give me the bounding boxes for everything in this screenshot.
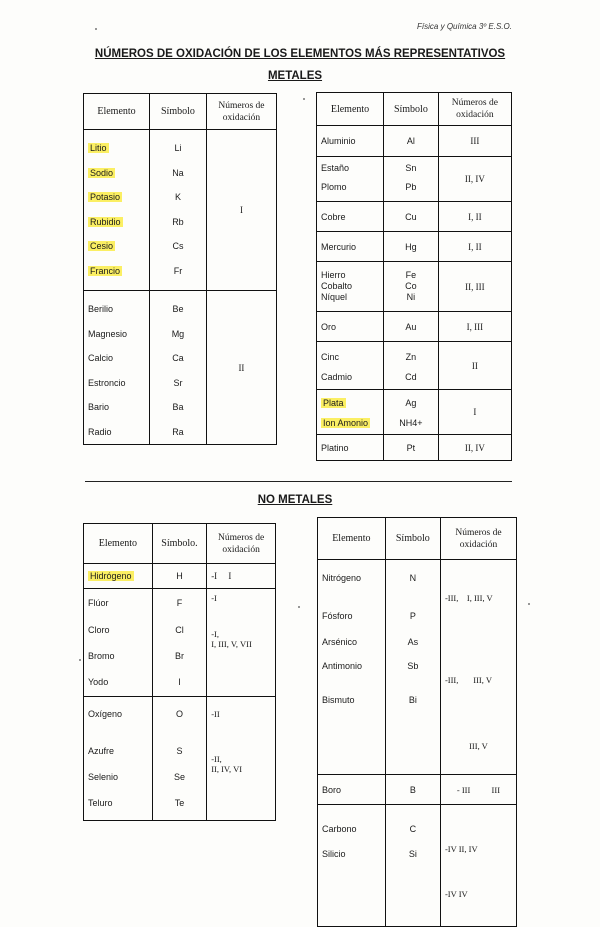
page-title: NÚMEROS DE OXIDACIÓN DE LOS ELEMENTOS MÁS REPRESENTATIVOS — [94, 48, 506, 60]
element-symbol: Ag — [405, 398, 417, 408]
oxidation-number: -III, I, III, V — [444, 593, 493, 603]
oxidation-number: II, IV — [438, 435, 511, 461]
table-row — [318, 560, 517, 775]
element-symbol: Sr — [173, 377, 183, 388]
oxidation-number: I — [206, 130, 276, 291]
col-header-oxidacion: Números de oxidación — [206, 94, 276, 130]
scan-speck — [95, 28, 97, 30]
oxidation-number: - III III — [440, 775, 516, 805]
element-symbol: Ca — [172, 353, 184, 363]
element-name: Flúor — [88, 598, 109, 608]
element-symbol: S — [176, 746, 183, 756]
element-name: Berilio — [88, 304, 114, 314]
element-symbol: Ba — [172, 402, 184, 412]
element-symbol: Cd — [405, 372, 417, 382]
scan-speck — [79, 659, 81, 661]
table-row — [317, 312, 512, 342]
element-symbol: Zn — [405, 352, 417, 362]
table-row — [317, 342, 512, 390]
element-name: Sodio — [90, 167, 114, 178]
oxidation-number: II — [206, 291, 276, 445]
element-name: Bismuto — [322, 695, 355, 705]
oxidation-number: II, IV — [438, 157, 511, 202]
oxidation-number: III, V — [469, 741, 488, 751]
oxidation-number: -I I — [207, 564, 276, 589]
col-header-simbolo: Símbolo. — [152, 524, 206, 564]
table-row — [84, 130, 277, 291]
element-symbol: Te — [174, 798, 185, 808]
element-name: Cinc — [321, 352, 340, 362]
element-name: Plata — [323, 398, 344, 408]
element-name: Cesio — [90, 241, 114, 251]
table-row — [317, 202, 512, 232]
element-name: Boro — [318, 775, 386, 805]
element-name: Estaño — [321, 163, 350, 173]
element-name: Oro — [317, 312, 384, 342]
element-symbol: Co — [405, 281, 417, 291]
element-name: Azufre — [88, 746, 115, 756]
element-name: Bario — [88, 402, 110, 412]
scan-speck — [303, 98, 305, 100]
element-symbol: H — [152, 564, 206, 589]
element-name: Cloro — [88, 625, 110, 635]
table-row — [318, 775, 517, 805]
element-symbol: Fe — [405, 270, 417, 280]
element-name: Aluminio — [317, 126, 384, 157]
element-name: Mercurio — [317, 232, 384, 262]
element-symbol: Br — [174, 651, 184, 661]
element-symbol: NH4+ — [399, 418, 423, 428]
element-symbol: K — [174, 192, 181, 202]
element-name: Teluro — [88, 798, 113, 808]
no-metales-right-table — [317, 517, 517, 927]
element-symbol: Sb — [407, 661, 419, 671]
table-row — [317, 262, 512, 312]
element-symbol: N — [409, 573, 417, 583]
oxidation-number: I, II — [438, 202, 511, 232]
scan-speck — [298, 606, 300, 608]
element-symbol: Hg — [384, 232, 439, 262]
element-name: Nitrógeno — [322, 573, 362, 583]
element-symbol: Pb — [405, 182, 417, 192]
oxidation-number: -III, III, V — [444, 675, 492, 685]
element-symbol: P — [409, 611, 416, 621]
table-row — [317, 232, 512, 262]
element-name: Fósforo — [322, 611, 353, 621]
section-title-metales: METALES — [267, 70, 323, 82]
oxidation-number: -I, — [211, 629, 219, 639]
element-name: Bromo — [88, 651, 115, 661]
element-name: Yodo — [88, 677, 109, 687]
element-name: Litio — [90, 143, 107, 153]
element-symbol: B — [385, 775, 440, 805]
col-header-simbolo: Símbolo — [150, 94, 207, 130]
oxidation-number: -II — [211, 709, 220, 719]
metales-left-table — [83, 93, 277, 445]
col-header-elemento: Elemento — [84, 94, 150, 130]
element-symbol: Al — [384, 126, 439, 157]
element-symbol: Bi — [408, 695, 417, 705]
oxidation-number: -I — [211, 593, 217, 603]
oxidation-number: -IV II, IV — [444, 844, 478, 854]
col-header-simbolo: Símbolo — [385, 518, 440, 560]
element-symbol: Au — [384, 312, 439, 342]
col-header-simbolo: Símbolo — [384, 93, 439, 126]
element-symbol: Cu — [384, 202, 439, 232]
element-symbol: Fr — [173, 265, 183, 276]
col-header-elemento: Elemento — [84, 524, 153, 564]
element-name: Platino — [317, 435, 384, 461]
element-name: Magnesio — [88, 328, 128, 339]
element-symbol: As — [407, 637, 419, 647]
element-symbol: Na — [172, 167, 184, 178]
oxidation-number: -IV IV — [444, 888, 468, 899]
col-header-oxidacion: Números de oxidación — [440, 518, 516, 560]
table-row — [84, 589, 276, 697]
element-name: Ion Amonio — [323, 418, 369, 428]
element-name: Hidrógeno — [90, 571, 132, 581]
element-name: Cobre — [317, 202, 384, 232]
oxidation-number: II, III — [438, 262, 511, 312]
element-symbol: Cl — [175, 625, 184, 635]
element-name: Rubidio — [90, 216, 121, 227]
element-symbol: Li — [174, 143, 182, 153]
oxidation-number: I, III, V, VII — [211, 639, 252, 649]
table-row — [317, 157, 512, 202]
element-symbol: Ni — [406, 292, 416, 302]
element-name: Silicio — [322, 848, 346, 859]
col-header-elemento: Elemento — [318, 518, 386, 560]
element-symbol: O — [175, 709, 183, 719]
element-symbol: Rb — [172, 216, 184, 227]
element-name: Hierro — [321, 270, 346, 280]
table-row — [318, 805, 517, 927]
element-name: Estroncio — [88, 377, 126, 388]
no-metales-left-table — [83, 523, 276, 821]
element-name: Cobalto — [321, 281, 353, 291]
element-name: Cadmio — [321, 372, 353, 382]
section-divider — [85, 481, 512, 482]
element-name: Oxígeno — [88, 709, 123, 719]
table-row — [84, 564, 276, 589]
page-header: Física y Química 3º E.S.O. — [417, 22, 512, 31]
element-name: Radio — [88, 426, 112, 437]
oxidation-number: III — [438, 126, 511, 157]
element-symbol: C — [409, 824, 417, 834]
oxidation-number: -II, — [211, 754, 222, 764]
element-symbol: Mg — [171, 328, 185, 339]
element-name: Carbono — [322, 824, 357, 834]
oxidation-number: I, II — [438, 232, 511, 262]
element-name: Selenio — [88, 772, 119, 782]
oxidation-number: II — [438, 342, 511, 390]
element-symbol: I — [178, 677, 181, 687]
element-symbol: Pt — [384, 435, 439, 461]
table-row — [84, 697, 276, 821]
element-name: Calcio — [88, 353, 114, 363]
metales-right-table — [316, 92, 512, 461]
oxidation-number: I — [438, 390, 511, 435]
element-symbol: Sn — [405, 163, 417, 173]
table-row — [84, 291, 277, 445]
element-name: Potasio — [90, 192, 121, 202]
section-title-no-metales: NO METALES — [257, 494, 333, 506]
element-name: Arsénico — [322, 637, 358, 647]
element-symbol: Ra — [172, 426, 184, 437]
oxidation-number: I, III — [438, 312, 511, 342]
element-symbol: F — [176, 598, 183, 608]
element-symbol: Se — [173, 772, 185, 782]
oxidation-number: II, IV, VI — [211, 764, 243, 774]
element-name: Francio — [90, 265, 121, 276]
col-header-oxidacion: Números de oxidación — [207, 524, 276, 564]
table-row — [317, 435, 512, 461]
table-row — [317, 390, 512, 435]
element-name: Níquel — [321, 292, 348, 302]
element-symbol: Si — [408, 848, 417, 859]
col-header-oxidacion: Números de oxidación — [438, 93, 511, 126]
col-header-elemento: Elemento — [317, 93, 384, 126]
element-symbol: Be — [172, 304, 184, 314]
table-row — [317, 126, 512, 157]
element-name: Plomo — [321, 182, 347, 192]
element-name: Antimonio — [322, 661, 363, 671]
element-symbol: Cs — [172, 241, 184, 251]
scan-speck — [528, 603, 530, 605]
